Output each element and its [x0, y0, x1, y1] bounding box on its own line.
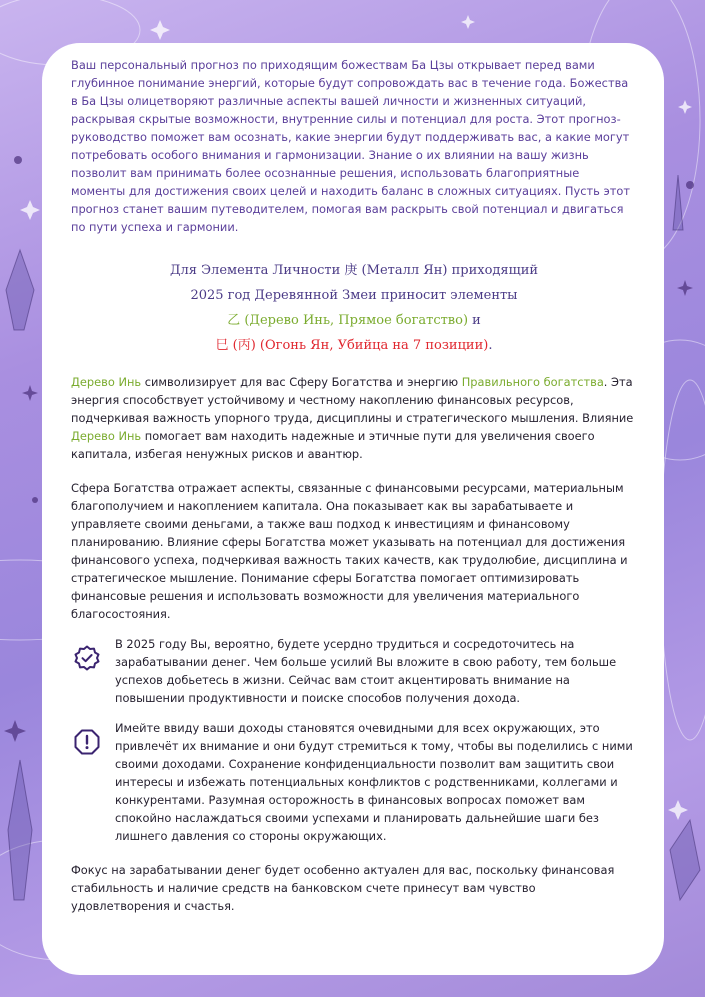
headline-line-1: Для Элемента Личности 庚 (Металл Ян) приходящий [169, 263, 539, 278]
exclamation-icon [73, 728, 101, 756]
wood-yin-term: Дерево Инь [71, 375, 142, 389]
text-span: . Эта энергия способствует устойчивому и честному накоплению финансовых ресурсов, подчеркивая важность упорного труда, дисциплины и стратегического мышления. Влияние [71, 375, 634, 425]
warning-note-text: Имейте ввиду ваши доходы становятся очевидными для всех окружающих, это привлечёт их внимание и они будут стремиться к тому, чтобы вы поделились с ними своими доходами. Сохранение конфиденциальности позволит вам защитить свои интересы и избежать потенциальных конфликтов с родственниками, коллегами и конкурентами. Разумная осторожность в финансовых вопросах поможет вам спокойно наслаждаться своими успехами и планировать дальнейшие шаги без лишнего давления со стороны окружающих. [115, 721, 633, 843]
closing-paragraph: Фокус на зарабатывании денег будет особенно актуален для вас, поскольку финансовая стабильность и наличие средств на банковском счете принесут вам чувство удовлетворения и счастья. [71, 863, 615, 913]
text-span: символизирует для вас Сферу Богатства и энергию [141, 375, 462, 389]
headline-line-3 [71, 308, 637, 333]
wood-yin-paragraph [71, 373, 637, 463]
headline-line-4 [71, 333, 637, 358]
headline-and: и [468, 313, 481, 328]
headline-line-2: 2025 год Деревянной Змеи приносит элементы [190, 288, 518, 303]
content-card [42, 43, 664, 975]
positive-note-text: В 2025 году Вы, вероятно, будете усердно трудиться и сосредоточитесь на зарабатывании денег. Чем больше усилий Вы вложите в свою работу, тем больше успехов добьетесь в жизни. Сейчас вам стоит акцентировать внимание на повышении продуктивности и поиске способов получения дохода. [115, 637, 617, 705]
element-fire-yang: 巳 (丙) (Огонь Ян, Убийца на 7 позиции) [215, 338, 489, 353]
warning-note [71, 719, 637, 845]
element-wood-yin: 乙 (Дерево Инь, Прямое богатство) [227, 313, 469, 328]
intro-paragraph: Ваш персональный прогноз по приходящим божествам Ба Цзы открывает перед вами глубинное понимание энергий, которые будут сопровождать вас в течение года. Божества в Ба Цзы олицетворяют различные аспекты вашей личности и жизненных ситуаций, раскрывая скрытые возможности, внутренние силы и потенциал для роста. Этот прогноз-руководство поможет вам осознать, какие энергии будут поддерживать вас, а какие могут потребовать особого внимания и гармонизации. Знание о их влиянии на вашу жизнь позволит вам принимать более осознанные решения, использовать благоприятные моменты для достижения своих целей и находить баланс в сложных ситуациях. Пусть этот прогноз станет вашим путеводителем, помогая вам раскрыть свой потенциал и двигаться по пути успеха и гармонии. [71, 58, 630, 234]
element-headline [71, 258, 637, 358]
badge-check-icon [73, 644, 101, 672]
proper-wealth-term: Правильного богатства [461, 375, 604, 389]
text-span: помогает вам находить надежные и этичные пути для увеличения своего капитала, избегая ненужных рисков и авантюр. [71, 429, 595, 461]
wood-yin-term: Дерево Инь [71, 429, 142, 443]
positive-note [71, 635, 637, 707]
headline-dot: . [488, 338, 493, 353]
wealth-sphere-paragraph: Сфера Богатства отражает аспекты, связанные с финансовыми ресурсами, материальным благополучием и накоплением капитала. Она показывает как вы зарабатываете и управляете своими деньгами, а также ваш подход к инвестициям и финансовому планированию. Влияние сферы Богатства может указывать на потенциал для достижения финансового успеха, подчеркивая важность таких качеств, как трудолюбие, дисциплина и стратегическое мышление. Понимание сферы Богатства помогает оптимизировать финансовые решения и использовать возможности для увеличения материального благосостояния. [71, 481, 628, 621]
